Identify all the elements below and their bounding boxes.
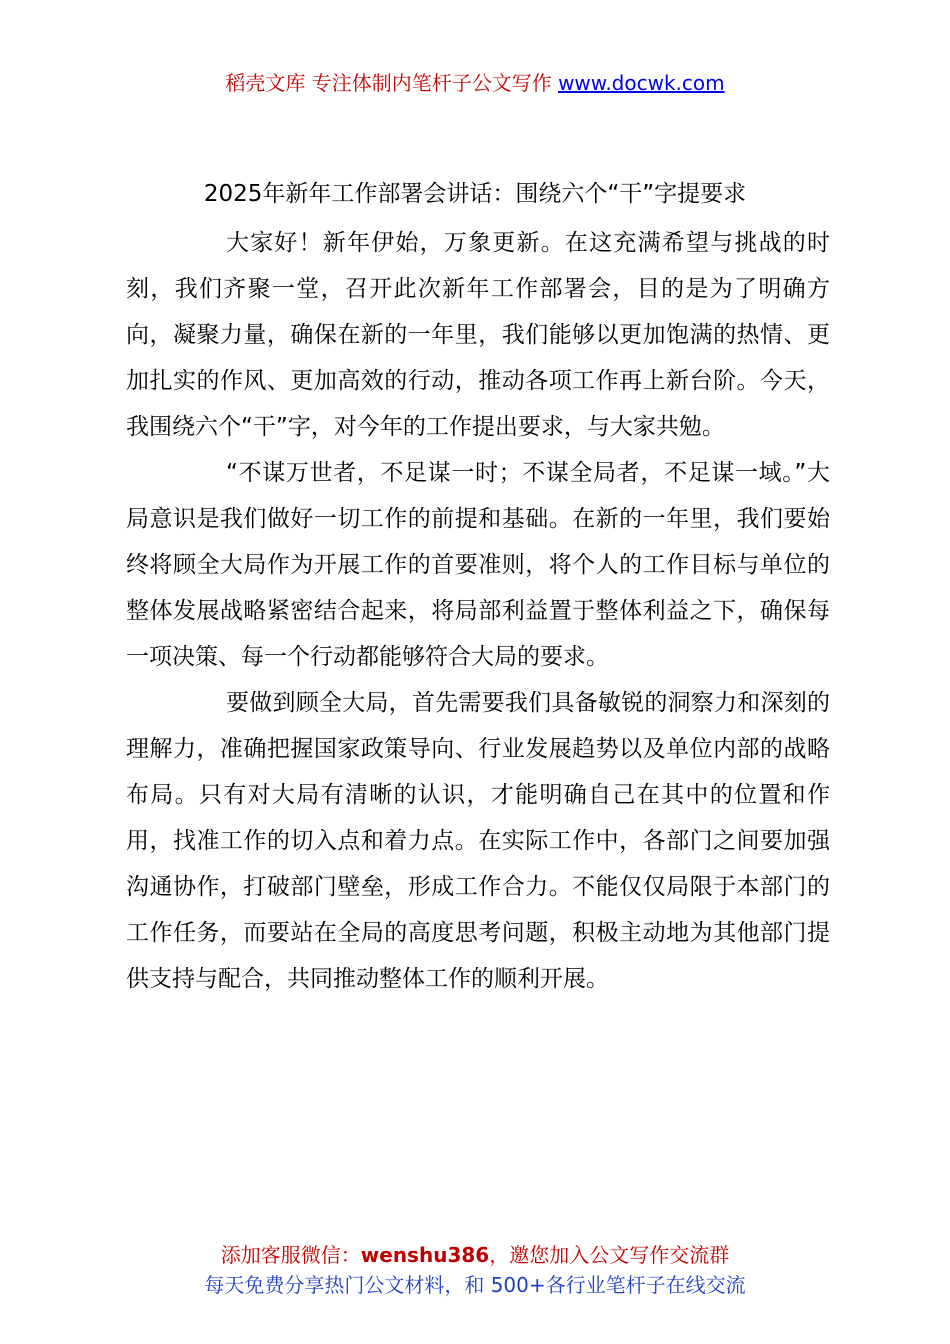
promo-footer [0, 1240, 950, 1300]
header-slogan: 稻壳文库 专注体制内笔杆子公文写作 [225, 71, 559, 95]
document-title: 2025年新年工作部署会讲话：围绕六个“干”字提要求 [203, 181, 747, 207]
wechat-id: wenshu386 [360, 1243, 490, 1267]
footer-contact-prefix: 添加客服微信： [220, 1243, 361, 1267]
paragraph-1: 大家好！新年伊始，万象更新。在这充满希望与挑战的时刻，我们齐聚一堂，召开此次新年工作部署会，目的是为了明确方向，凝聚力量，确保在新的一年里，我们能够以更加饱满的热情、更加扎实的作风、更加高效的行动，推动各项工作再上新台阶。今天，我围绕六个“干”字，对今年的工作提出要求，与大家共勉。 [126, 230, 830, 440]
paragraph-2: “不谋万世者，不足谋一时；不谋全局者，不足谋一域。”大局意识是我们做好一切工作的前提和基础。在新的一年里，我们要始终将顾全大局作为开展工作的首要准则，将个人的工作目标与单位的整体发展战略紧密结合起来，将局部利益置于整体利益之下，确保每一项决策、每一个行动都能够符合大局的要求。 [126, 460, 830, 670]
site-url-link[interactable]: www.docwk.com [558, 71, 725, 95]
paragraph-3: 要做到顾全大局，首先需要我们具备敏锐的洞察力和深刻的理解力，准确把握国家政策导向、行业发展趋势以及单位内部的战略布局。只有对大局有清晰的认识，才能明确自己在其中的位置和作用，找准工作的切入点和着力点。在实际工作中，各部门之间要加强沟通协作，打破部门壁垒，形成工作合力。不能仅仅局限于本部门的工作任务，而要站在全局的高度思考问题，积极主动地为其他部门提供支持与配合，共同推动整体工作的顺利开展。 [126, 690, 830, 992]
footer-share-line: 每天免费分享热门公文材料，和 500+各行业笔杆子在线交流 [204, 1273, 746, 1297]
footer-contact-line [0, 1240, 950, 1270]
document-body [126, 220, 830, 1002]
footer-contact-suffix: ，邀您加入公文写作交流群 [489, 1243, 730, 1267]
site-header [0, 68, 950, 98]
